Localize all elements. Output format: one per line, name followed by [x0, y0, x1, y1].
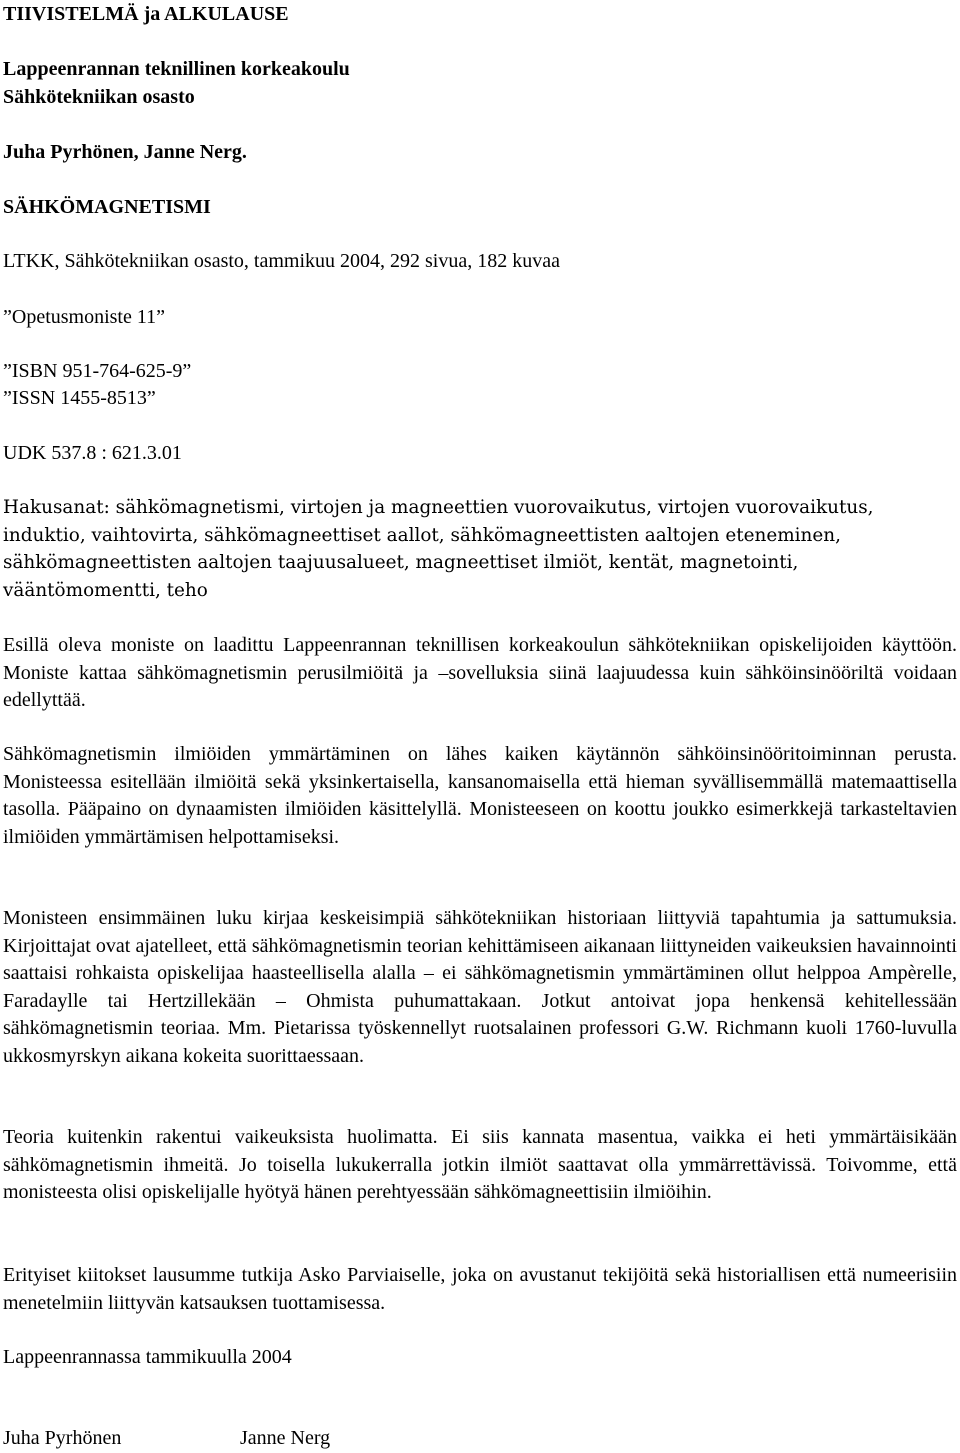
body-paragraph-3: Monisteen ensimmäinen luku kirjaa keskeisimpiä sähkötekniikan historiaan liittyviä tapahtumia ja sattumuksia. Kirjoittajat ovat ajatelleet, että sähkömagnetismin teorian kehittämiseen aikanaan liittyneiden vaikeuksien havainnointi saattaisi rohkaista opiskelijaa haasteellisella alalla – ei sähkömagnetismin ymmärtäminen ollut helppoa Ampèrelle, Faradaylle tai Hertzillekään – Ohmista puhumattakaan. Jotkut antoivat jopa henkensä kehitellessään sähkömagnetismin teoriaa. Mm. Pietarissa työskennellyt ruotsalainen professori G.W. Richmann kuoli 1760-luvulla ukkosmyrskyn aikana kokeita suorittaessaan.	[3, 907, 957, 1067]
signature-janne-nerg: Janne Nerg	[240, 1427, 331, 1449]
department-name: Sähkötekniikan osasto	[3, 86, 195, 108]
udk-line: UDK 537.8 : 621.3.01	[3, 442, 182, 464]
university-name: Lappeenrannan teknillinen korkeakoulu	[3, 58, 350, 80]
publication-info: LTKK, Sähkötekniikan osasto, tammikuu 2004, 292 sivua, 182 kuvaa	[3, 250, 560, 272]
keywords-paragraph: Hakusanat: sähkömagnetismi, virtojen ja magneettien vuorovaikutus, virtojen vuorovaikutus, induktio, vaihtovirta, sähkömagneettiset aallot, sähkömagneettisten aaltojen eteneminen, sähkömagneettisten aaltojen taajuusalueet, magneettiset ilmiöt, kentät, magnetointi, vääntömomentti, teho	[3, 497, 874, 601]
place-date: Lappeenrannassa tammikuulla 2004	[3, 1346, 292, 1368]
authors-line: Juha Pyrhönen, Janne Nerg.	[3, 141, 247, 163]
series-info: ”Opetusmoniste 11”	[3, 306, 166, 328]
book-title: SÄHKÖMAGNETISMI	[3, 196, 211, 218]
body-paragraph-1: Esillä oleva moniste on laadittu Lappeenrannan teknillisen korkeakoulun sähkötekniikan opiskelijoiden käyttöön. Moniste kattaa sähkömagnetismin perusilmiöitä ja –sovelluksia siinä laajuudessa kuin sähköinsinööriltä voidaan edellyttää.	[3, 634, 957, 711]
document-heading: TIIVISTELMÄ ja ALKULAUSE	[3, 3, 289, 25]
isbn-line: ”ISBN 951-764-625-9”	[3, 360, 192, 382]
body-paragraph-5: Erityiset kiitokset lausumme tutkija Asko Parviaiselle, joka on avustanut tekijöitä sekä historiallisen että numeerisiin menetelmiin liittyvän katsauksen tuottamisessa.	[3, 1264, 957, 1314]
body-paragraph-2: Sähkömagnetismin ilmiöiden ymmärtäminen on lähes kaiken käytännön sähköinsinööritoiminnan perusta. Monisteessa esitellään ilmiöitä sekä yksinkertaisella, kansanomaisella että hieman syvällisemmällä matemaattisella tasolla. Pääpaino on dynaamisten ilmiöiden käsittelyllä. Monisteeseen on koottu joukko esimerkkejä tarkasteltavien ilmiöiden ymmärtämisen helpottamiseksi.	[3, 743, 957, 848]
body-paragraph-4: Teoria kuitenkin rakentui vaikeuksista huolimatta. Ei siis kannata masentua, vaikka ei heti ymmärtäisikään sähkömagnetismin ihmeitä. Jo toisella lukukerralla jotkin ilmiöt saattavat olla ymmärrettävissä. Toivomme, että monisteesta olisi opiskelijalle hyötyä hänen perehtyessään sähkömagneettisiin ilmiöihin.	[3, 1126, 957, 1203]
issn-line: ”ISSN 1455-8513”	[3, 387, 156, 409]
signature-juha-pyrhonen: Juha Pyrhönen	[3, 1427, 122, 1449]
